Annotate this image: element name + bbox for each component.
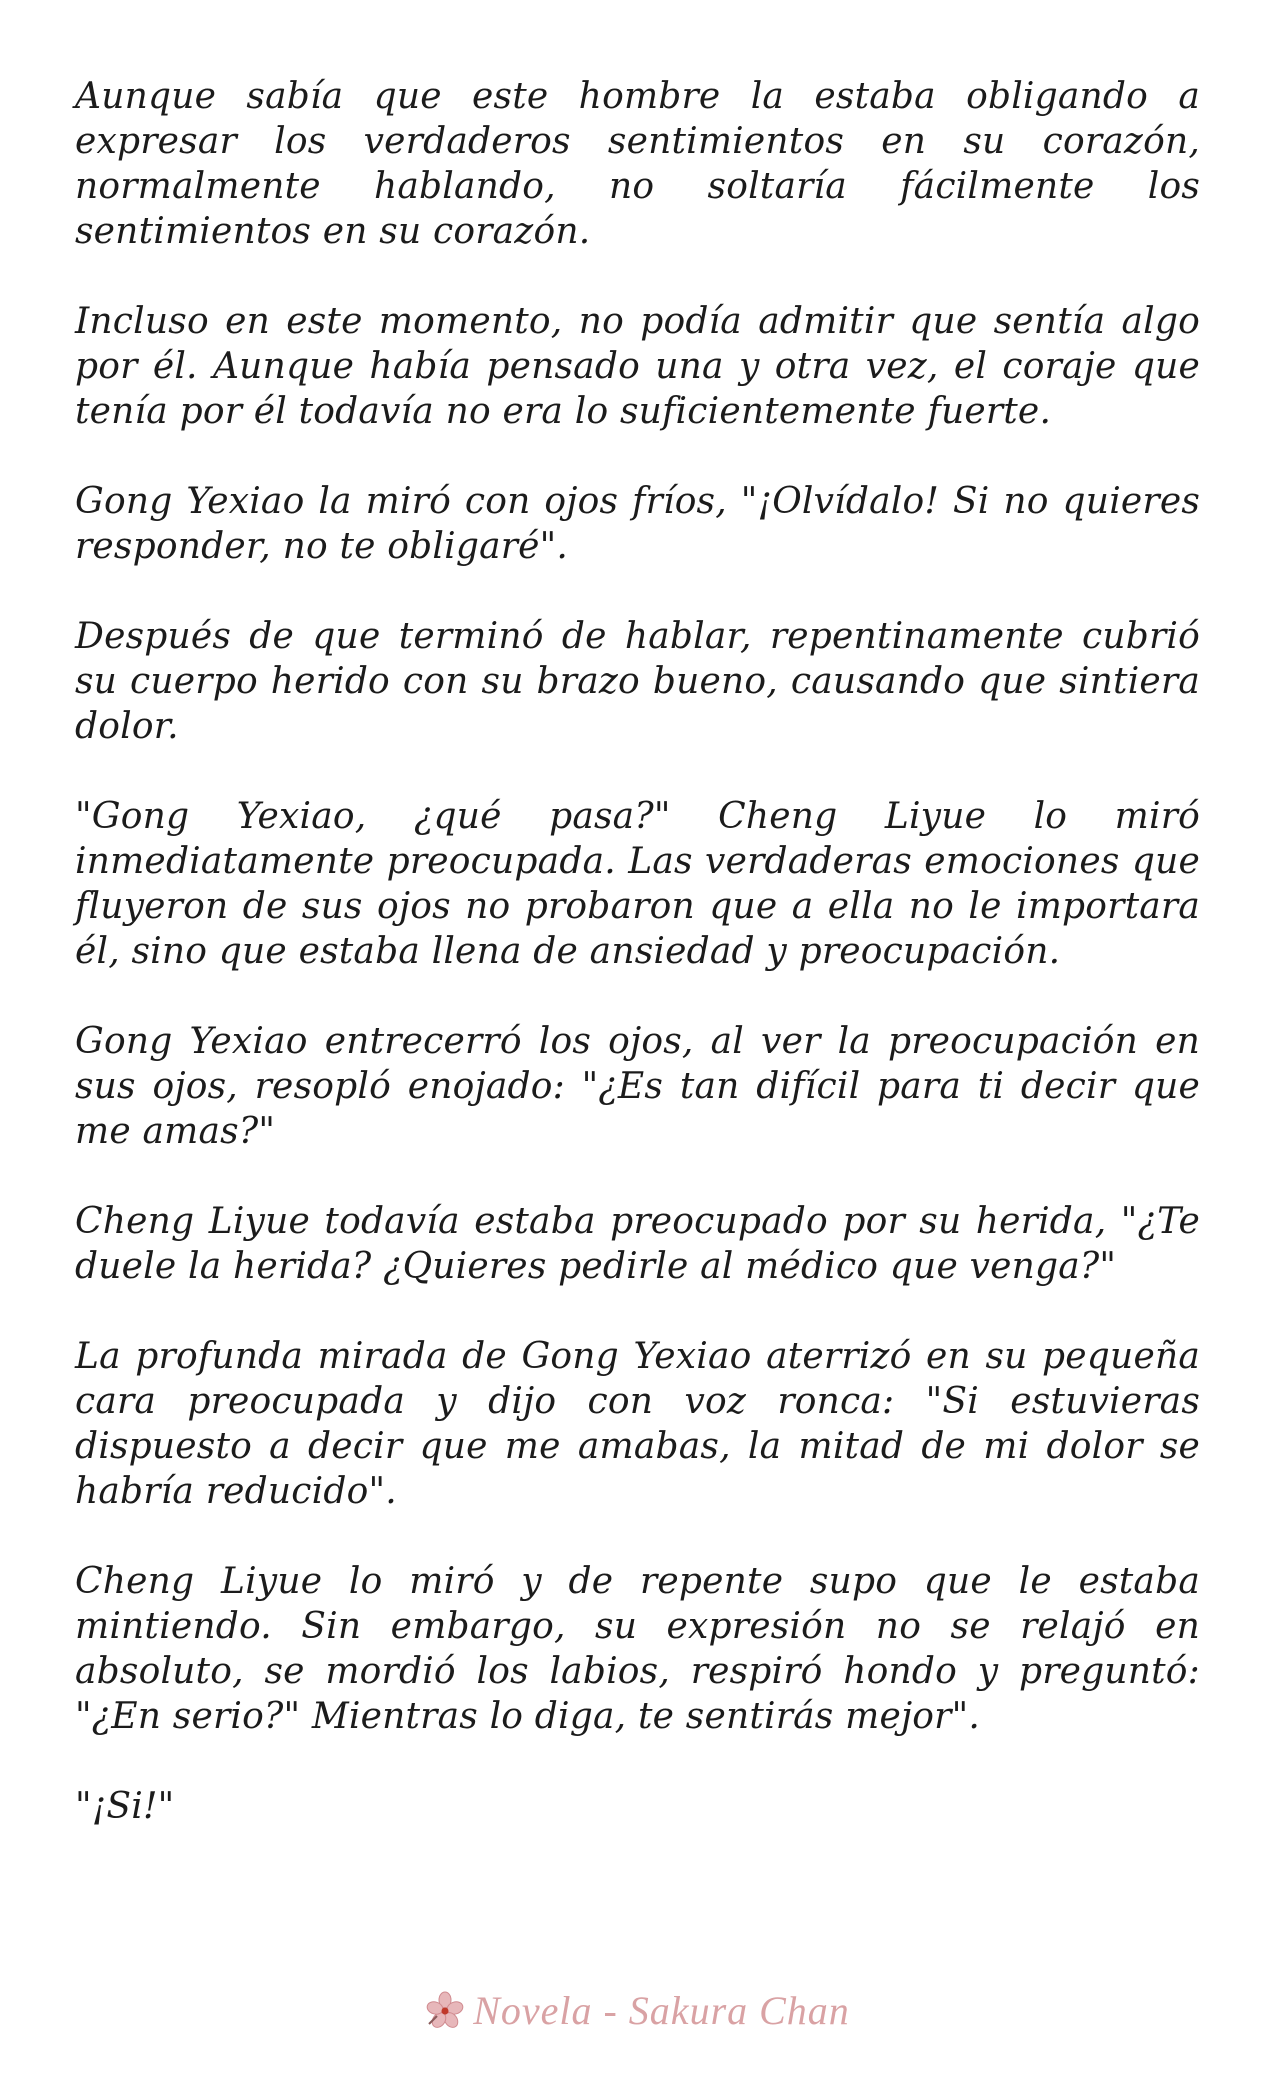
paragraph: "¡Si!" xyxy=(75,1786,175,1827)
paragraph: "Gong Yexiao, ¿qué pasa?" Cheng Liyue lo miró inmediatamente preocupada. Las verdaderas emociones que fluyeron de sus ojos no probaron que a ella no le importara él, sino que estaba llena de ansiedad y preocupación. xyxy=(75,796,1200,972)
paragraph: Gong Yexiao entrecerró los ojos, al ver la preocupación en sus ojos, resopló enojado: "¿Es tan difícil para ti decir que me amas?" xyxy=(75,1021,1200,1152)
brand-watermark: Novela - Sakura Chan xyxy=(473,1987,850,2033)
paragraph: Aunque sabía que este hombre la estaba obligando a expresar los verdaderos sentimientos en su corazón, normalmente hablando, no soltaría fácilmente los sentimientos en su corazón. xyxy=(75,76,1200,252)
paragraph: Cheng Liyue todavía estaba preocupado por su herida, "¿Te duele la herida? ¿Quieres pedirle al médico que venga?" xyxy=(75,1201,1200,1287)
paragraph: Después de que terminó de hablar, repentinamente cubrió su cuerpo herido con su brazo bueno, causando que sintiera dolor. xyxy=(75,616,1200,747)
sakura-flower-icon xyxy=(425,1990,465,2030)
paragraph: Incluso en este momento, no podía admitir que sentía algo por él. Aunque había pensado una y otra vez, el coraje que tenía por él todavía no era lo suficientemente fuerte. xyxy=(75,301,1200,432)
novel-text xyxy=(75,74,1200,1874)
paragraph: La profunda mirada de Gong Yexiao aterrizó en su pequeña cara preocupada y dijo con voz ronca: "Si estuvieras dispuesto a decir que me amabas, la mitad de mi dolor se habría reducido". xyxy=(75,1336,1200,1512)
paragraph: Cheng Liyue lo miró y de repente supo que le estaba mintiendo. Sin embargo, su expresión no se relajó en absoluto, se mordió los labios, respiró hondo y preguntó: "¿En serio?" Mientras lo diga, te sentirás mejor". xyxy=(75,1561,1200,1737)
watermark-footer xyxy=(0,1980,1275,2040)
paragraph: Gong Yexiao la miró con ojos fríos, "¡Olvídalo! Si no quieres responder, no te obligaré". xyxy=(75,481,1200,567)
